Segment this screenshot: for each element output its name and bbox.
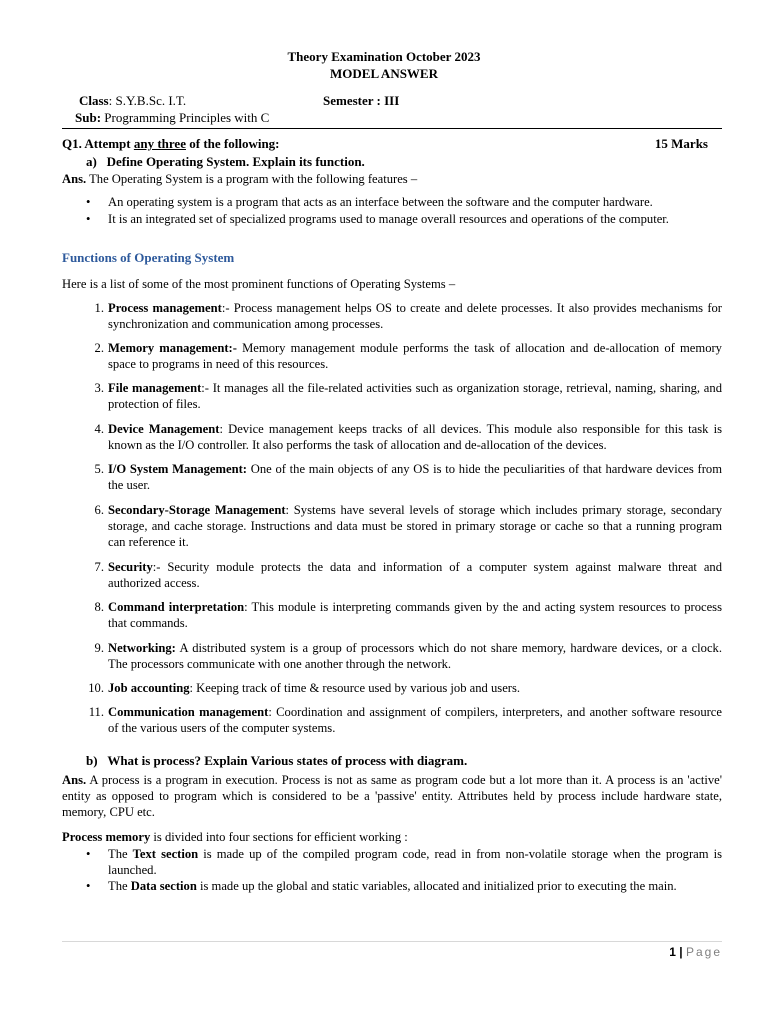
item-text: :- Process management helps OS to create and delete processes. It also provides mechanisms for synchronization and communication among processes. (108, 301, 722, 331)
list-item (94, 502, 722, 550)
subject-label: Sub: (75, 110, 102, 125)
item-text: is made up the global and static variables, allocated and initialized prior to executing the main. (196, 879, 677, 893)
item-number: 6. (94, 503, 104, 517)
page-footer (669, 944, 722, 960)
part-a-question (86, 154, 365, 170)
item-number: 1. (94, 301, 104, 315)
list-item (88, 680, 722, 696)
ans-text: A process is a program in execution. Process is not as same as program code but a lot more than it. A process is an 'active' entity as opposed to program which is considered to be a 'passive' entity. Attributes held by process include hardware state, memory, CPU etc. (62, 773, 722, 819)
item-term: Text section (132, 847, 199, 861)
process-memory-text: is divided into four sections for efficient working : (150, 830, 408, 844)
item-number: 5. (94, 462, 104, 476)
item-number: 2. (94, 341, 104, 355)
item-term: Communication management (108, 705, 269, 719)
item-term: Secondary-Storage Management (108, 503, 286, 517)
item-text: :- Security module protects the data and information of a computer system against malware threat and authorized access. (108, 560, 722, 590)
item-text: : Device management keeps tracks of all devices. This module also responsible for this task is known as the I/O controller. It also performs the task of allocation and de-allocation of the devices. (108, 422, 722, 452)
list-item (94, 340, 722, 372)
header-divider (62, 128, 722, 129)
item-number: 11. (88, 705, 104, 719)
question-1-heading (62, 136, 708, 152)
item-term: Command interpretation (108, 600, 245, 614)
item-number: 9. (94, 641, 104, 655)
item-number: 7. (94, 560, 104, 574)
semester-info: Semester : III (323, 93, 400, 108)
subject-info (75, 109, 269, 126)
item-text: Memory management module performs the task of allocation and de-allocation of memory space to programs in need of this resources. (108, 341, 722, 371)
page-separator: | (675, 945, 686, 959)
page-label: Page (685, 945, 722, 959)
ans-label: Ans. (62, 172, 87, 186)
part-b-label: b) (86, 753, 98, 768)
part-b-question (86, 753, 467, 769)
class-label: Class (79, 93, 109, 108)
list-item (94, 421, 722, 453)
q1-underlined: any three (133, 136, 186, 151)
list-item (94, 640, 722, 672)
process-memory-term: Process memory (62, 830, 151, 844)
item-number: 3. (94, 381, 104, 395)
item-term: Networking: (108, 641, 176, 655)
item-text: is made up of the compiled program code, read in from non-volatile storage when the program is launched. (108, 847, 723, 877)
part-b-text: What is process? Explain Various states of process with diagram. (107, 753, 468, 768)
item-term: I/O System Management: (108, 462, 247, 476)
item-number: 10. (88, 681, 104, 695)
list-item (94, 300, 722, 332)
item-term: Memory management:- (108, 341, 237, 355)
q1-lead: Q1. Attempt (62, 136, 134, 151)
list-item (88, 704, 722, 736)
list-item (94, 380, 722, 412)
list-item (108, 846, 722, 878)
item-number: 4. (94, 422, 104, 436)
list-item (94, 461, 723, 493)
part-a-label: a) (86, 154, 97, 169)
item-term: Device Management (108, 422, 220, 436)
part-a-text: Define Operating System. Explain its function. (106, 154, 365, 169)
q1-marks: 15 Marks (654, 136, 708, 151)
list-item: • An operating system is a program that acts as an interface between the software and the computer hardware. (108, 194, 722, 210)
footer-divider (62, 941, 722, 942)
item-text: : Keeping track of time & resource used by various job and users. (189, 681, 521, 695)
model-answer-heading: MODEL ANSWER (330, 66, 438, 81)
page-number: 1 (669, 945, 676, 959)
item-text: One of the main objects of any OS is to hide the peculiarities of that hardware devices from the user. (108, 462, 723, 492)
process-memory-intro (62, 829, 722, 845)
class-info (79, 92, 186, 109)
exam-title: Theory Examination October 2023 (287, 49, 481, 64)
item-term: Data section (130, 879, 197, 893)
item-term: Job accounting (108, 681, 190, 695)
ans-label: Ans. (62, 773, 87, 787)
item-text: : This module is interpreting commands given by the and acting system resources to process that commands. (108, 600, 722, 630)
item-text: : Systems have several levels of storage which includes primary storage, secondary storage, and cache storage. Instructions and data must be stored in primary storage or cache so that a running program can reference it. (108, 503, 722, 549)
item-number: 8. (94, 600, 104, 614)
item-term: File management (108, 381, 202, 395)
list-item (94, 559, 722, 591)
q1-tail: of the following: (185, 136, 280, 151)
list-item (108, 878, 722, 894)
class-value: : S.Y.B.Sc. I.T. (108, 93, 187, 108)
item-term: Security (108, 560, 153, 574)
item-pre: The (108, 879, 131, 893)
part-b-answer (62, 772, 722, 820)
list-item (94, 599, 722, 631)
item-text: :- It manages all the file-related activities such as organization storage, retrieval, naming, sharing, and protection of files. (108, 381, 722, 411)
part-a-answer-intro (62, 171, 722, 187)
item-text: : Coordination and assignment of compilers, interpreters, and another software resource of the various users of the computer systems. (108, 705, 722, 735)
functions-intro: Here is a list of some of the most prominent functions of Operating Systems – (62, 277, 456, 291)
item-pre: The (108, 847, 133, 861)
ans-text: The Operating System is a program with the following features – (86, 172, 418, 186)
list-item: • It is an integrated set of specialized programs used to manage overall resources and operations of the computer. (108, 211, 722, 227)
section-title: Functions of Operating System (62, 250, 235, 265)
item-term: Process management (108, 301, 222, 315)
subject-value: Programming Principles with C (101, 110, 270, 125)
item-text: A distributed system is a group of processors which do not share memory, hardware devices, or a clock. The processors communicate with one another through the network. (108, 641, 722, 671)
